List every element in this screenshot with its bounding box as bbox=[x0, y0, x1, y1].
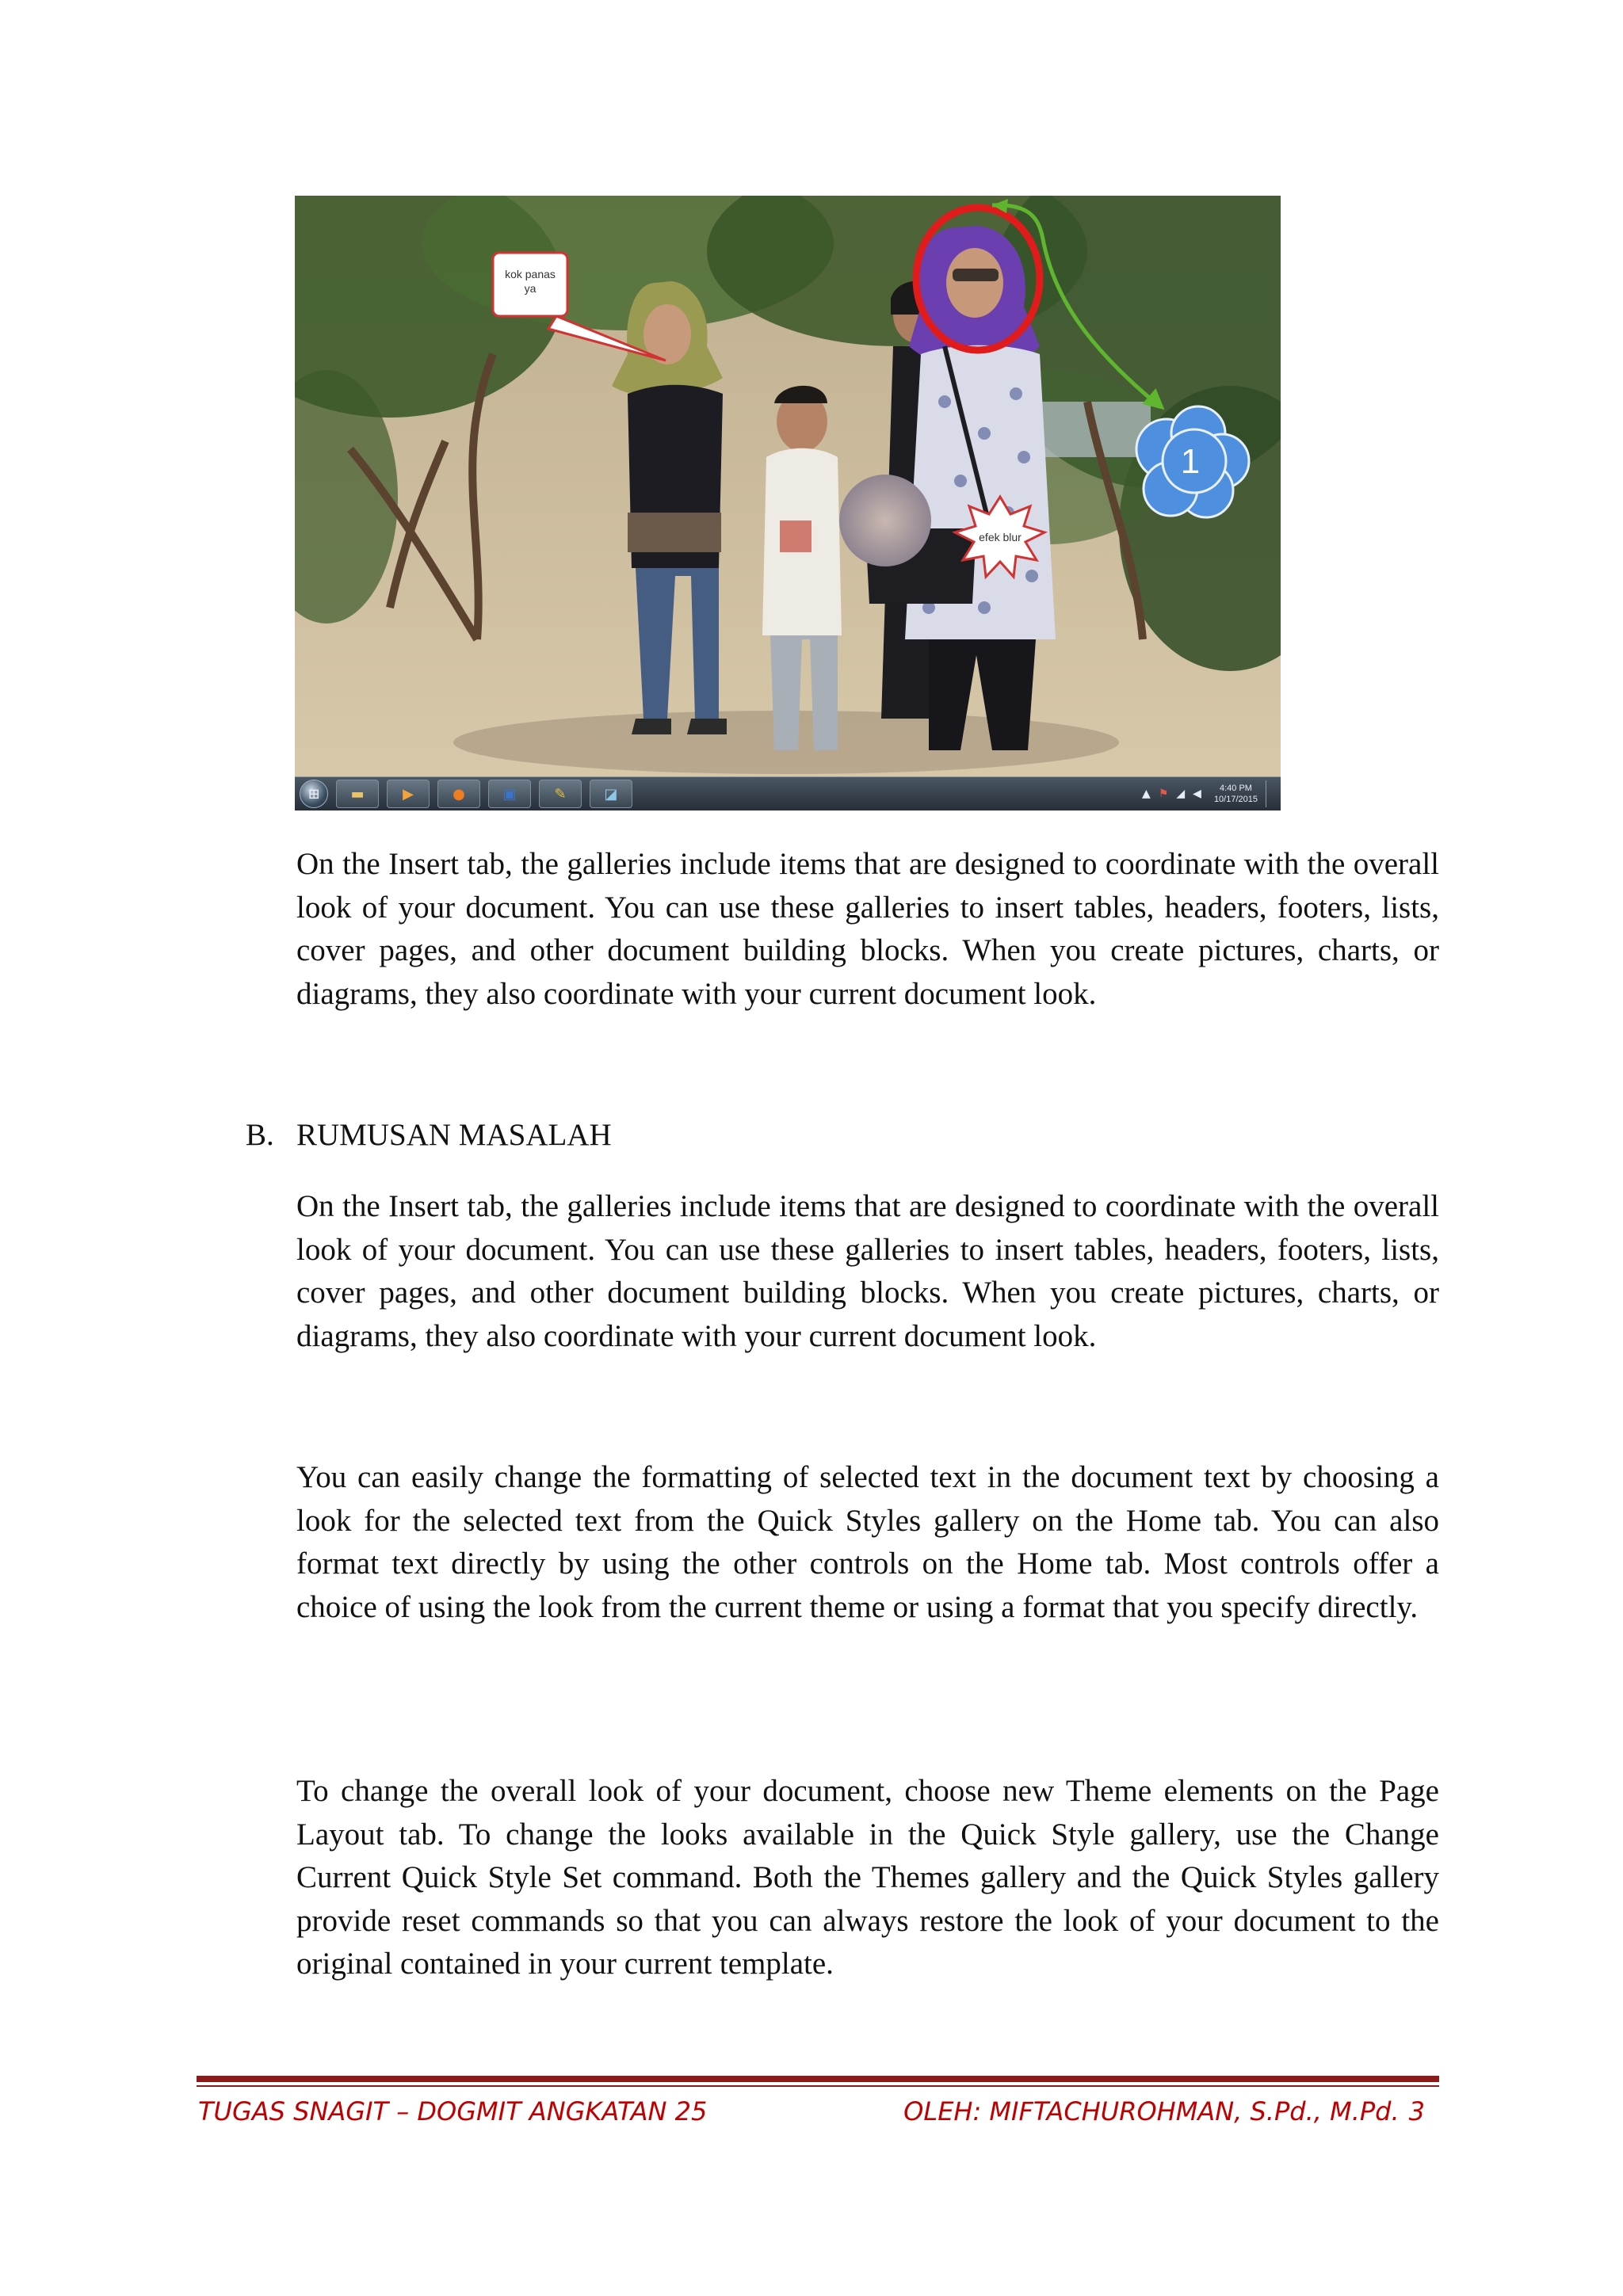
taskbar-snagit-button[interactable] bbox=[539, 780, 582, 808]
number-cloud-label: 1 bbox=[1180, 442, 1201, 481]
firefox-icon: ● bbox=[453, 785, 465, 803]
photo-illustration bbox=[295, 196, 1281, 777]
paragraph-4: To change the overall look of your document, choose new Theme elements on the Page Layout tab. To change the looks available in the Quick Style gallery, use the Change Current Quick Style Set command. Both the Themes gallery and the Quick Styles gallery provide reset commands so that you can always restore the look of your document to the original contained in your current template. bbox=[296, 1774, 1439, 1981]
flag-icon[interactable]: ⚑ bbox=[1158, 788, 1169, 800]
page-number: 3 bbox=[1408, 2096, 1425, 2126]
taskbar-media-player-button[interactable] bbox=[387, 780, 430, 808]
paragraph-1: On the Insert tab, the galleries include items that are designed to coordinate with the overall look of your document. You can use these galleries to insert tables, headers, footers, lists, cover pages, and other document building blocks. When you create pictures, charts, or diagrams, they also coordinate with your current document look. bbox=[296, 847, 1439, 1011]
footer-author bbox=[903, 2094, 1425, 2129]
taskbar-explorer-button[interactable] bbox=[336, 780, 379, 808]
word-icon: ▣ bbox=[502, 785, 517, 803]
media-play-icon: ▶ bbox=[403, 785, 414, 803]
show-desktop-button[interactable] bbox=[1266, 780, 1274, 807]
blur-callout-label: efek blur bbox=[979, 531, 1022, 543]
taskbar bbox=[295, 776, 1281, 810]
windows-logo-icon: ⊞ bbox=[307, 785, 320, 802]
editor-window-icon: ◪ bbox=[604, 785, 618, 803]
volume-icon[interactable]: ◀ bbox=[1193, 788, 1201, 800]
taskbar-clock[interactable] bbox=[1214, 783, 1258, 805]
blurred-face bbox=[839, 475, 931, 566]
taskbar-firefox-button[interactable] bbox=[437, 780, 480, 808]
paragraph-3: You can easily change the formatting of selected text in the document text by choosing a look for the selected text from the Quick Styles gallery on the Home tab. You can also format text directly by using the other controls on the Home tab. Most controls offer a choice of using the look from the current theme or using a format that you specify directly. bbox=[296, 1460, 1439, 1624]
clock-time: 4:40 PM bbox=[1219, 784, 1252, 793]
footer-author-name: OLEH: MIFTACHUROHMAN, S.Pd., M.Pd. bbox=[903, 2096, 1400, 2126]
speech-callout-line2: ya bbox=[524, 282, 537, 295]
section-heading-title: RUMUSAN MASALAH bbox=[296, 1118, 612, 1152]
system-tray bbox=[1142, 777, 1274, 810]
taskbar-word-button[interactable] bbox=[488, 780, 531, 808]
footer-rule-thin bbox=[197, 2085, 1439, 2087]
folder-icon: ▬ bbox=[350, 785, 365, 803]
network-signal-icon[interactable]: ◢ bbox=[1176, 788, 1186, 800]
clock-date: 10/17/2015 bbox=[1213, 795, 1258, 804]
section-heading-number: B. bbox=[246, 1118, 274, 1152]
footer-course-title: TUGAS SNAGIT – DOGMIT ANGKATAN 25 bbox=[198, 2096, 708, 2126]
paragraph-2: On the Insert tab, the galleries include items that are designed to coordinate with the overall look of your document. You can use these galleries to insert tables, headers, footers, lists, cover pages, and other document building blocks. When you create pictures, charts, or diagrams, they also coordinate with your current document look. bbox=[296, 1189, 1439, 1353]
section-heading bbox=[246, 1114, 612, 1157]
taskbar-snagit-editor-button[interactable] bbox=[590, 780, 632, 808]
speech-callout-line1: kok panas bbox=[505, 268, 556, 280]
annotated-photo-screenshot bbox=[295, 196, 1281, 810]
pencil-icon: ✎ bbox=[554, 785, 567, 803]
start-button[interactable] bbox=[300, 780, 328, 808]
footer-rule-thick bbox=[197, 2076, 1439, 2082]
show-hidden-icons-icon[interactable]: ▲ bbox=[1142, 788, 1151, 800]
